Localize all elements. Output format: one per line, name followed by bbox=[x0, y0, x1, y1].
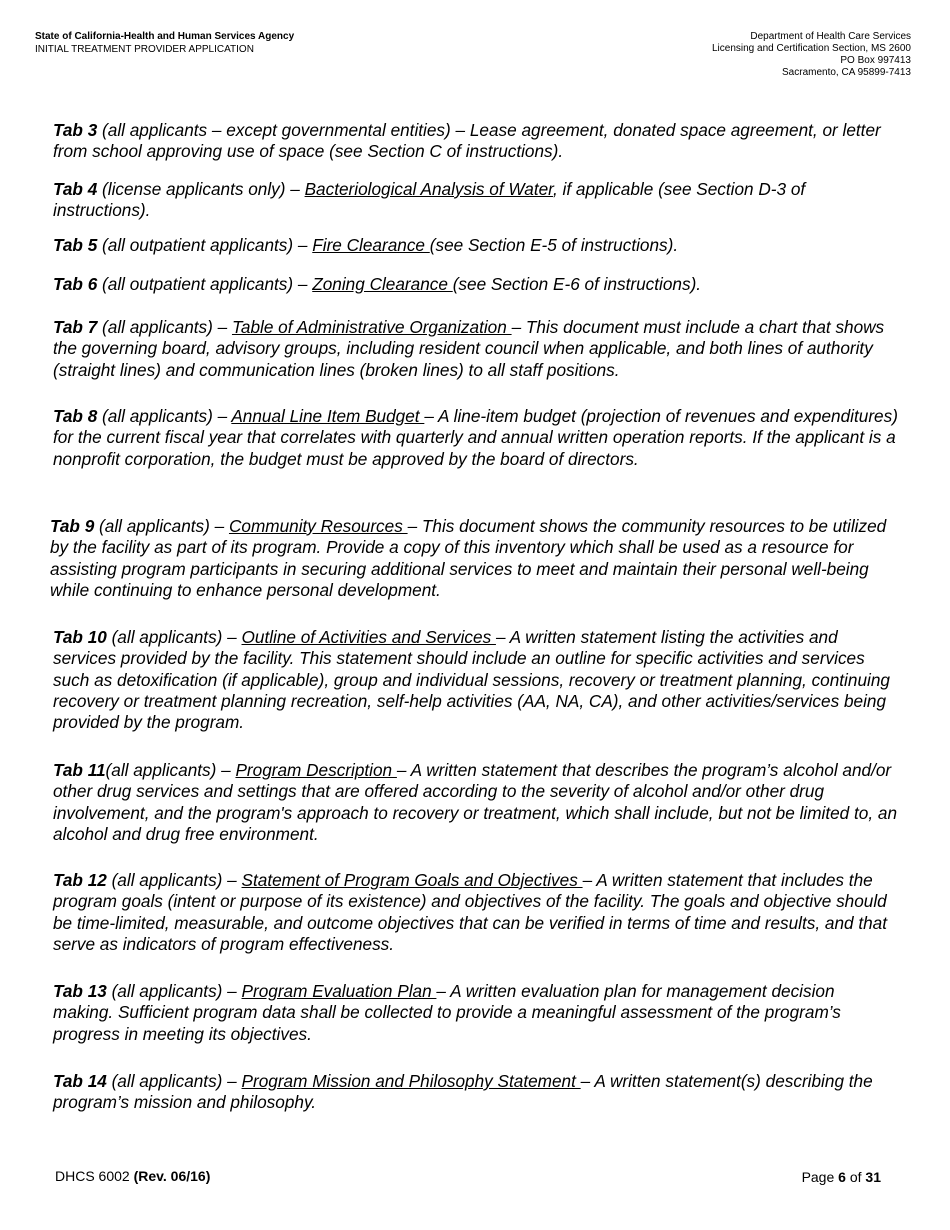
form-title: INITIAL TREATMENT PROVIDER APPLICATION bbox=[35, 44, 254, 55]
tab-text: – This document shows the community resources to be utilized by the facility as part of its program. Provide a copy of this inventory which shall be used as a resource for assisting program participants in securing additional services to meet and maintain their personal well-being while continuing to enhance personal development. bbox=[50, 516, 887, 600]
tab-13-paragraph bbox=[53, 981, 898, 1045]
tab-scope: (all outpatient applicants) – bbox=[97, 235, 313, 255]
form-id bbox=[55, 1168, 210, 1184]
tab-scope: (all applicants) – bbox=[106, 1071, 242, 1091]
tab-title: Zoning Clearance bbox=[312, 274, 453, 294]
tab-title: Statement of Program Goals and Objectives bbox=[241, 870, 583, 890]
tab-scope: (all applicants) – bbox=[97, 317, 232, 337]
tab-scope: (all applicants) – bbox=[97, 406, 232, 426]
tab-label: Tab 7 bbox=[53, 317, 98, 337]
tab-label: Tab 13 bbox=[53, 981, 107, 1001]
tab-scope: (all applicants – except governmental entities) – bbox=[97, 120, 470, 140]
tab-title: Bacteriological Analysis of Water bbox=[304, 179, 553, 199]
tab-title: Fire Clearance bbox=[312, 235, 430, 255]
tab-title: Program Mission and Philosophy Statement bbox=[241, 1071, 581, 1091]
page-of: of bbox=[845, 1169, 866, 1185]
page-total: 31 bbox=[865, 1169, 881, 1185]
tab-text: – A written statement listing the activities and services provided by the facility. This statement should include an outline for specific activities and services such as detoxification (if applicable), group and individual sessions, recovery or treatment planning, continuing recovery or treatment planning recreation, self-help activities (AA, NA, CA), and other activities/services being provided by the program. bbox=[53, 627, 890, 733]
tab-text: – A written statement that includes the program goals (intent or purpose of its existence) and objectives of the facility. The goals and objective should be time-limited, measurable, and outcome objectives that can be verified in terms of time and results, and that serve as indicators of program effectiveness. bbox=[53, 870, 888, 954]
tab-label: Tab 5 bbox=[53, 235, 98, 255]
tab-title: Table of Administrative Organization bbox=[231, 317, 512, 337]
tab-scope: (license applicants only) – bbox=[97, 179, 305, 199]
tab-11-paragraph bbox=[53, 760, 898, 845]
tab-text: – A written statement(s) describing the program’s mission and philosophy. bbox=[53, 1071, 873, 1113]
agency-name: State of California-Health and Human Services Agency bbox=[35, 31, 295, 42]
tab-text: (see Section E-6 of instructions). bbox=[452, 274, 702, 294]
header-address bbox=[712, 31, 911, 79]
tab-scope: (all applicants) – bbox=[105, 760, 236, 780]
tab-10-paragraph bbox=[53, 627, 898, 733]
tab-label: Tab 9 bbox=[50, 516, 95, 536]
tab-7-paragraph bbox=[53, 317, 898, 381]
page-current: 6 bbox=[838, 1169, 846, 1185]
tab-label: Tab 6 bbox=[53, 274, 98, 294]
tab-label: Tab 3 bbox=[53, 120, 98, 140]
tab-12-paragraph bbox=[53, 870, 898, 955]
tab-14-paragraph bbox=[53, 1071, 898, 1114]
tab-3-paragraph bbox=[53, 120, 898, 163]
tab-title: Outline of Activities and Services bbox=[241, 627, 496, 647]
form-number: DHCS 6002 bbox=[55, 1168, 134, 1184]
header-left bbox=[35, 30, 294, 56]
form-revision: (Rev. 06/16) bbox=[133, 1168, 211, 1184]
page-number bbox=[802, 1169, 881, 1185]
tab-label: Tab 8 bbox=[53, 406, 98, 426]
tab-text: – A written statement that describes the program’s alcohol and/or other drug services and settings that are offered according to the severity of alcohol and/or other drug involvement, and the program's approach to recovery or treatment, which shall include, but not be limited to, an alcohol and drug free environment. bbox=[53, 760, 898, 844]
tab-label: Tab 4 bbox=[53, 179, 98, 199]
address-line: Department of Health Care Services bbox=[750, 31, 911, 42]
tab-text: – A written evaluation plan for management decision making. Sufficient program data shall be collected to provide a meaningful assessment of the program’s progress in meeting its objectives. bbox=[53, 981, 841, 1044]
tab-8-paragraph bbox=[53, 406, 898, 470]
address-line: Sacramento, CA 95899-7413 bbox=[782, 67, 911, 78]
tab-label: Tab 12 bbox=[53, 870, 107, 890]
tab-title: Annual Line Item Budget bbox=[231, 406, 425, 426]
tab-text: Lease agreement, donated space agreement, or letter from school approving use of space (see Section C of instructions). bbox=[53, 120, 881, 162]
address-line: PO Box 997413 bbox=[840, 55, 911, 66]
tab-label: Tab 11 bbox=[53, 760, 106, 780]
tab-4-paragraph bbox=[53, 179, 898, 222]
tab-title: Program Description bbox=[235, 760, 397, 780]
tab-text: – A line-item budget (projection of revenues and expenditures) for the current fiscal year that correlates with quarterly and annual written operation reports. If the applicant is a nonprofit corporation, the budget must be approved by the board of directors. bbox=[53, 406, 898, 469]
tab-scope: (all applicants) – bbox=[106, 981, 242, 1001]
tab-label: Tab 14 bbox=[53, 1071, 107, 1091]
tab-text: – This document must include a chart that shows the governing board, advisory groups, including resident council when applicable, and both lines of authority (straight lines) and communication lines (broken lines) to all staff positions. bbox=[53, 317, 885, 380]
tab-text: , if applicable (see Section D-3 of instructions). bbox=[53, 179, 806, 221]
tab-scope: (all applicants) – bbox=[94, 516, 229, 536]
tab-6-paragraph bbox=[53, 274, 898, 295]
tab-text: (see Section E-5 of instructions). bbox=[429, 235, 679, 255]
tab-title: Community Resources bbox=[228, 516, 408, 536]
tab-9-paragraph bbox=[50, 516, 900, 601]
tab-scope: (all applicants) – bbox=[106, 627, 242, 647]
tab-5-paragraph bbox=[53, 235, 898, 256]
tab-title: Program Evaluation Plan bbox=[241, 981, 437, 1001]
page-prefix: Page bbox=[801, 1169, 839, 1185]
tab-label: Tab 10 bbox=[53, 627, 107, 647]
address-line: Licensing and Certification Section, MS 2600 bbox=[711, 43, 911, 54]
tab-scope: (all outpatient applicants) – bbox=[97, 274, 313, 294]
tab-scope: (all applicants) – bbox=[106, 870, 242, 890]
